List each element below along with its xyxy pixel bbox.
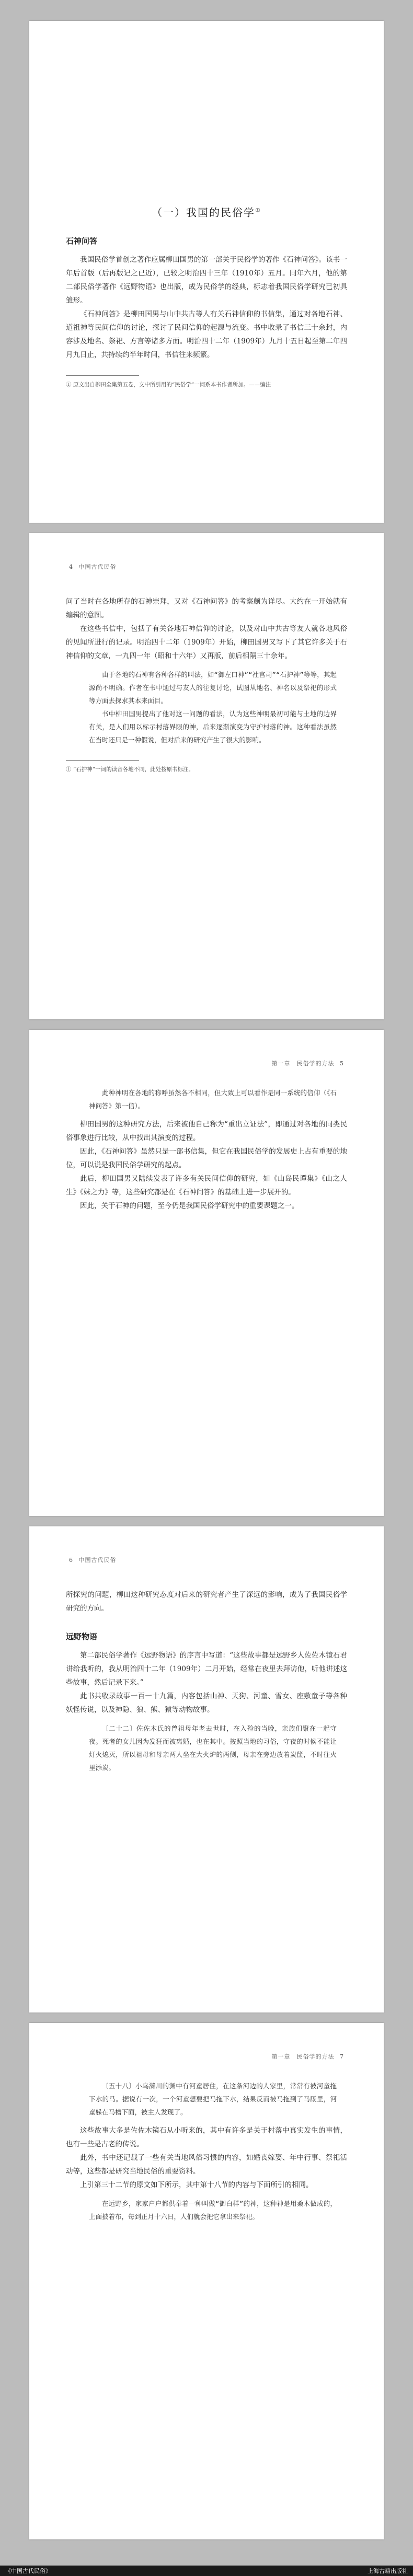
chapter-title: （一）我国的民俗学① (152, 206, 261, 219)
paragraph: 在这些书信中，包括了有关各地石神信仰的讨论，以及对山中共古等友人就各地风俗的见闻所进行的记录。明治四十二年（1909年）开始，柳田国男又写下了其它许多关于石神信仰的文章，一九四一年（昭和十六年）又再版，前后相隔三十余年。 (66, 625, 347, 660)
page-1 (29, 21, 384, 523)
page-number: 7 (340, 2053, 344, 2060)
paragraph: 第二部民俗学著作《远野物语》的序言中写道：“这些故事都是远野乡人佐佐木镜石君讲给我听的，我从明治四十二年（1909年）二月开始，经常在夜里去拜访他，听他讲述这些故事，然后记录下来。” (66, 1651, 347, 1687)
running-title: 第一章 民俗学的方法 (271, 1060, 335, 1067)
paragraph: 问了当时在各地所存的石神崇拜，又对《石神问答》的考察颇为详尽。大约在一开始就有编辑的意图。 (66, 597, 347, 619)
quote-paragraph: 〔二十二〕佐佐木氏的曾祖母年老去世时，在入殓的当晚，亲族们聚在一起守夜。死者的女儿因为发狂而被离婚，也在其中。按照当地的习俗，守夜的时候不能让灯火熄灭，所以祖母和母亲两人坐在大火炉的两侧，母亲在旁边放着炭筐，不时往火里添炭。 (89, 1724, 337, 1772)
page-number: 5 (340, 1060, 344, 1067)
page-3 (29, 1030, 384, 1516)
quote-paragraph: 此种神明在各地的称呼虽然各不相同，但大致上可以看作是同一系统的信仰（《石神问答》第一信）。 (89, 1089, 337, 1110)
footnote-marker[interactable]: ① (255, 207, 261, 214)
block-quote (89, 2079, 337, 2119)
page-4 (29, 1526, 384, 2012)
running-title: 第一章 民俗学的方法 (271, 2053, 335, 2060)
paragraph: 此书共收录故事一百一十九篇，内容包括山神、天狗、河童、雪女、座敷童子等各种妖怪传说，以及神隐、狼、熊、猿等动物故事。 (66, 1692, 347, 1714)
footer-bar (0, 2566, 413, 2576)
block-quote (89, 1722, 337, 1774)
page-number: 4 (69, 564, 73, 570)
paragraph: 这些故事大多是佐佐木镜石从小听来的，其中有许多是关于村落中真实发生的事情，也有一些是古老的传说。 (66, 2126, 347, 2148)
running-title: 中国古代民俗 (78, 1557, 117, 1563)
page-5 (29, 2023, 384, 2539)
paragraph: 此后，柳田国男又陆续发表了许多有关民间信仰的研究，如《山岛民谭集》《山之人生》《妹之力》等，这些研究都是在《石神问答》的基础上进一步展开的。 (66, 1175, 347, 1197)
paragraph: 我国民俗学首创之著作应属柳田国男的第一部关于民俗学的著作《石神问答》。该书一年后首版（后再版记之已近），已较之明治四十三年（1910年）五月。同年六月，他的第二部民俗学著作《远野物语》也出版，成为民俗学的经典，标志着我国民俗学研究已初具雏形。 (66, 255, 347, 305)
paragraph: 《石神问答》是柳田国男与山中共古等人有关石神信仰的书信集，通过对各地石神、道祖神等民间信仰的讨论，探讨了民间信仰的起源与流变。书中收录了书信三十余封，内容涉及地名、祭祀、方言等诸多方面。明治四十二年（1909年）九月十五日起至第二年四月九日止，共持续约半年时间，书信往来频繁。 (66, 309, 347, 359)
running-header (272, 2050, 348, 2064)
quote-paragraph: 〔五十八〕小乌濑川的渊中有河童居住，在这条河边的人家里，常常有被河童拖下水的马。据说有一次，一个河童想要把马拖下水，结果反而被马拖到了马厩里，河童躲在马槽下面，被主人发现了。 (89, 2082, 337, 2116)
paragraph: 因此，关于石神的问题，至今仍是我国民俗学研究中的重要课题之一。 (80, 1202, 299, 1210)
running-header (66, 1554, 117, 1567)
paragraph: 因此，《石神问答》虽然只是一部书信集，但它在我国民俗学的发展史上占有重要的地位，可以说是我国民俗学研究的起点。 (66, 1147, 347, 1169)
paragraph: 所探究的问题，柳田这种研究态度对后来的研究者产生了深远的影响，成为了我国民俗学研究的方向。 (66, 1591, 347, 1613)
paragraph: 柳田国男的这种研究方法，后来被他自己称为“重出立证法”，即通过对各地的同类民俗事象进行比较，从中找出其演变的过程。 (66, 1120, 347, 1142)
quote-paragraph: 由于各地的石神有各种各样的叫法，如“御左口神”“社宫司”“石护神”等等，其起源尚不明确。作者在书中通过与友人的往复讨论，试图从地名、神名以及祭祀的形式等方面去探求其本来面目。 (89, 671, 337, 705)
running-title: 中国古代民俗 (78, 564, 117, 570)
publisher-name: 上海古籍出版社 (368, 2568, 408, 2574)
footnote: ① 原文出自柳田全集第五卷，文中所引用的“民俗学”一词系本书作者所加。——编注 (66, 381, 271, 388)
running-header (272, 1057, 348, 1071)
section-heading: 远野物语 (66, 1632, 98, 1641)
footnote-divider (66, 375, 139, 376)
quote-paragraph: 书中柳田国男提出了他对这一问题的看法，认为这些神明最初可能与土地的边界有关，是人们用以标示村落界限的神，后来逐渐演变为守护村落的神。这种看法虽然在当时还只是一种假说，但对后来的研究产生了很大的影响。 (89, 710, 337, 744)
page-number: 6 (69, 1557, 73, 1563)
block-quote (89, 668, 337, 746)
block-quote (89, 1086, 337, 1112)
section-heading: 石神问答 (66, 236, 98, 246)
footnote: ① “石护神”一词的读音各地不同，此处按原书标注。 (66, 766, 194, 773)
paragraph: 上引第三十二节的原文如下所示，其中第十八节的内容与下面所引的相同。 (80, 2181, 313, 2189)
quote-paragraph: 在远野乡，家家户户都供奉着一种叫做“御白样”的神，这种神是用桑木做成的，上面披着布，每到正月十六日，人们就会把它拿出来祭祀。 (89, 2200, 337, 2221)
book-title: 《中国古代民俗》 (5, 2568, 51, 2574)
page-2 (29, 533, 384, 1019)
footnote-divider (66, 760, 139, 761)
running-header (66, 560, 117, 574)
paragraph: 此外，书中还记载了一些有关当地风俗习惯的内容，如婚丧嫁娶、年中行事、祭祀活动等，这些都是研究当地民俗的重要资料。 (66, 2154, 347, 2176)
block-quote (89, 2197, 337, 2223)
